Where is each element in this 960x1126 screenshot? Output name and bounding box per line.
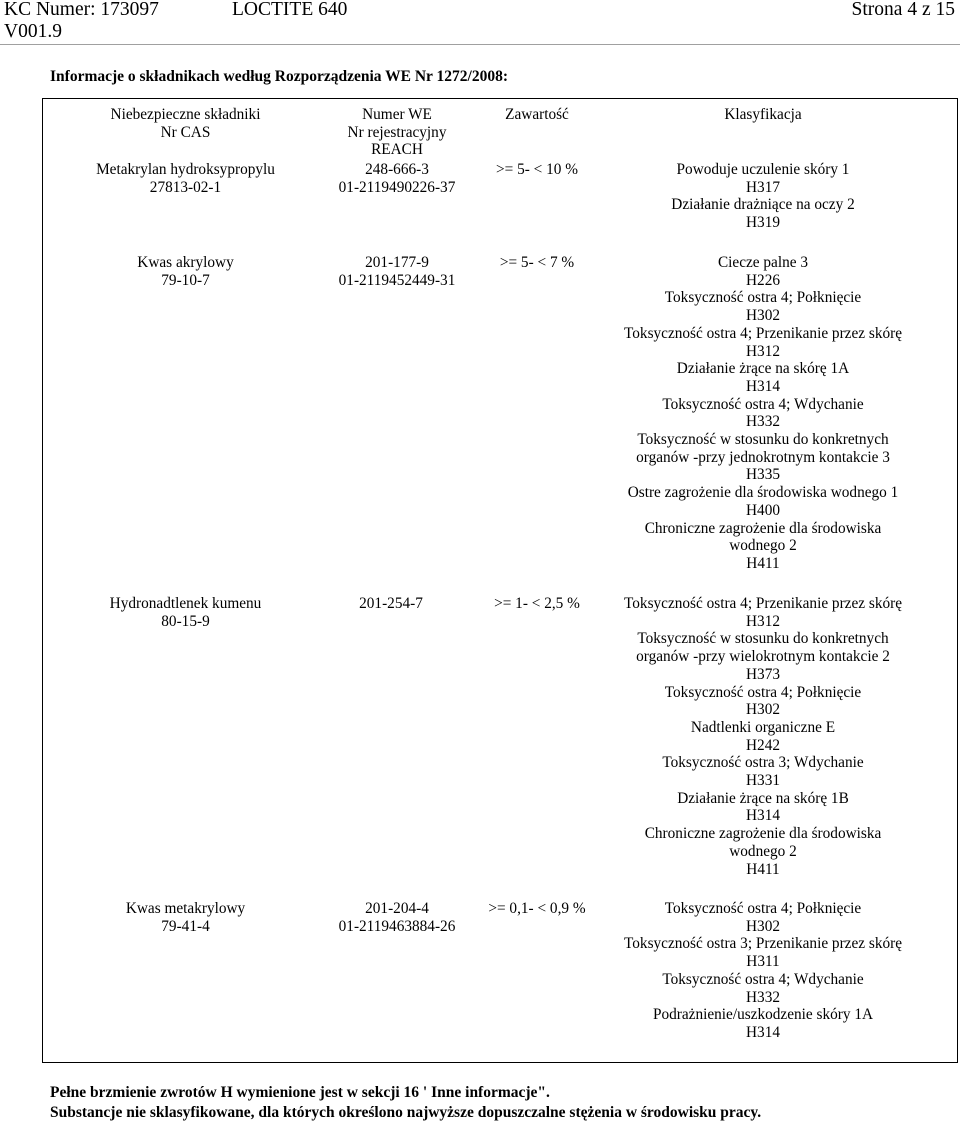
reach-number: 01-2119490226-37 xyxy=(338,178,456,196)
classification-line: Toksyczność ostra 3; Przenikanie przez skórę xyxy=(624,935,902,953)
column-header-line: Numer WE xyxy=(362,106,432,123)
classification-line: Toksyczność ostra 4; Połknięcie xyxy=(664,683,862,701)
components-table xyxy=(42,98,958,1063)
ingredient-name: Kwas akrylowy xyxy=(137,254,234,271)
hazard-code: H332 xyxy=(746,413,780,431)
header-rule xyxy=(0,44,960,45)
classification-cell xyxy=(608,595,918,878)
classification-line: Ciecze palne 3 xyxy=(717,254,809,271)
classification-line: Toksyczność ostra 4; Połknięcie xyxy=(664,289,862,307)
classification-line: Działanie żrące na skórę 1B xyxy=(677,789,849,807)
hazard-code: H411 xyxy=(746,860,780,878)
ec-number-cell xyxy=(328,161,466,196)
hazard-code: H411 xyxy=(746,554,780,572)
classification-line: Toksyczność ostra 4; Połknięcie xyxy=(664,900,862,917)
column-header-line: Niebezpieczne składniki xyxy=(110,106,261,123)
classification-line: Toksyczność ostra 4; Wdychanie xyxy=(662,970,864,988)
hazard-code: H314 xyxy=(746,1023,780,1041)
hazard-code: H373 xyxy=(746,665,780,683)
ec-number: 201-254-7 xyxy=(359,595,423,612)
classification-line: Podrażnienie/uszkodzenie skóry 1A xyxy=(652,1006,874,1024)
classification-line: Ostre zagrożenie dla środowiska wodnego 1 xyxy=(627,484,899,502)
classification-line: Toksyczność ostra 4; Wdychanie xyxy=(662,395,864,413)
reach-number: 01-2119463884-26 xyxy=(338,917,456,935)
classification-line: Powoduje uczulenie skóry 1 xyxy=(676,161,850,178)
content-cell xyxy=(466,595,608,613)
hazard-code: H302 xyxy=(746,701,780,719)
page-number: Strona 4 z 15 xyxy=(851,0,955,20)
footer-note-exposure-limits: Substancje nie sklasyfikowane, dla których określono najwyższe dopuszczalne stężenia w środowisku pracy. xyxy=(50,1104,762,1121)
ec-number-cell xyxy=(328,900,466,935)
ec-number: 248-666-3 xyxy=(365,161,429,178)
ec-number-cell xyxy=(328,254,466,289)
classification-line: Działanie drażniące na oczy 2 xyxy=(671,196,855,214)
classification-line: Chroniczne zagrożenie dla środowiska xyxy=(644,519,882,537)
classification-line: Chroniczne zagrożenie dla środowiska xyxy=(644,825,882,843)
classification-line: wodnego 2 xyxy=(729,842,797,860)
hazard-code: H312 xyxy=(746,612,780,630)
content-range: >= 5- < 7 % xyxy=(499,254,575,271)
column-header-content xyxy=(466,106,608,124)
column-header-line: Klasyfikacja xyxy=(724,106,802,123)
column-header-line: Nr rejestracyjny xyxy=(347,123,447,141)
column-header-ingredient xyxy=(43,106,328,141)
ingredient-cell xyxy=(43,254,328,289)
hazard-code: H311 xyxy=(746,953,780,971)
ec-number: 201-177-9 xyxy=(365,254,429,271)
hazard-code: H302 xyxy=(746,917,780,935)
section-title: Informacje o składnikach według Rozporządzenia WE Nr 1272/2008: xyxy=(50,68,508,85)
ingredient-name: Metakrylan hydroksypropylu xyxy=(96,161,275,178)
ingredient-name: Kwas metakrylowy xyxy=(125,900,246,917)
ec-number: 201-204-4 xyxy=(365,900,429,917)
classification-line: Toksyczność ostra 4; Przenikanie przez skórę xyxy=(624,595,902,612)
content-range: >= 1- < 2,5 % xyxy=(494,595,580,612)
document-id: KC Numer: 173097 xyxy=(4,0,159,20)
hazard-code: H312 xyxy=(746,342,780,360)
column-header-line: Nr CAS xyxy=(160,123,211,141)
ingredient-cell xyxy=(43,900,328,935)
hazard-code: H335 xyxy=(746,466,780,484)
classification-cell xyxy=(608,161,918,232)
hazard-code: H302 xyxy=(746,307,780,325)
footer-note-h-statements: Pełne brzmienie zwrotów H wymienione jest w sekcji 16 ' Inne informacje". xyxy=(50,1084,550,1101)
hazard-code: H332 xyxy=(746,988,780,1006)
content-cell xyxy=(466,161,608,179)
hazard-code: H314 xyxy=(746,377,780,395)
ingredient-name: Hydronadtlenek kumenu xyxy=(109,595,262,612)
cas-number: 80-15-9 xyxy=(161,612,210,630)
cas-number: 79-41-4 xyxy=(161,917,210,935)
version-number: V001.9 xyxy=(4,21,62,42)
classification-line: organów -przy jednokrotnym kontakcie 3 xyxy=(636,448,890,466)
classification-cell xyxy=(608,900,918,1042)
column-header-line: REACH xyxy=(371,141,423,159)
classification-line: Nadtlenki organiczne E xyxy=(690,718,836,736)
cas-number: 27813-02-1 xyxy=(149,178,222,196)
classification-line: Toksyczność w stosunku do konkretnych xyxy=(637,630,889,648)
classification-line: Toksyczność w stosunku do konkretnych xyxy=(637,431,889,449)
content-cell xyxy=(466,254,608,272)
classification-line: wodnego 2 xyxy=(729,537,797,555)
hazard-code: H317 xyxy=(746,178,780,196)
ec-number-cell xyxy=(322,595,460,613)
hazard-code: H226 xyxy=(746,271,780,289)
cas-number: 79-10-7 xyxy=(161,271,210,289)
hazard-code: H314 xyxy=(746,807,780,825)
hazard-code: H331 xyxy=(746,772,780,790)
product-name: LOCTITE 640 xyxy=(232,0,348,20)
classification-line: Toksyczność ostra 4; Przenikanie przez skórę xyxy=(624,324,902,342)
content-cell xyxy=(466,900,608,918)
hazard-code: H319 xyxy=(746,214,780,232)
column-header-line: Zawartość xyxy=(505,106,569,123)
hazard-code: H400 xyxy=(746,501,780,519)
ingredient-cell xyxy=(43,595,328,630)
content-range: >= 5- < 10 % xyxy=(496,161,578,178)
column-header-ec-number xyxy=(328,106,466,159)
classification-line: organów -przy wielokrotnym kontakcie 2 xyxy=(636,648,890,666)
classification-cell xyxy=(608,254,918,573)
classification-line: Działanie żrące na skórę 1A xyxy=(676,360,850,378)
reach-number: 01-2119452449-31 xyxy=(338,271,456,289)
classification-line: Toksyczność ostra 3; Wdychanie xyxy=(662,754,864,772)
ingredient-cell xyxy=(43,161,328,196)
content-range: >= 0,1- < 0,9 % xyxy=(488,900,586,917)
column-header-classification xyxy=(608,106,918,124)
hazard-code: H242 xyxy=(746,736,780,754)
